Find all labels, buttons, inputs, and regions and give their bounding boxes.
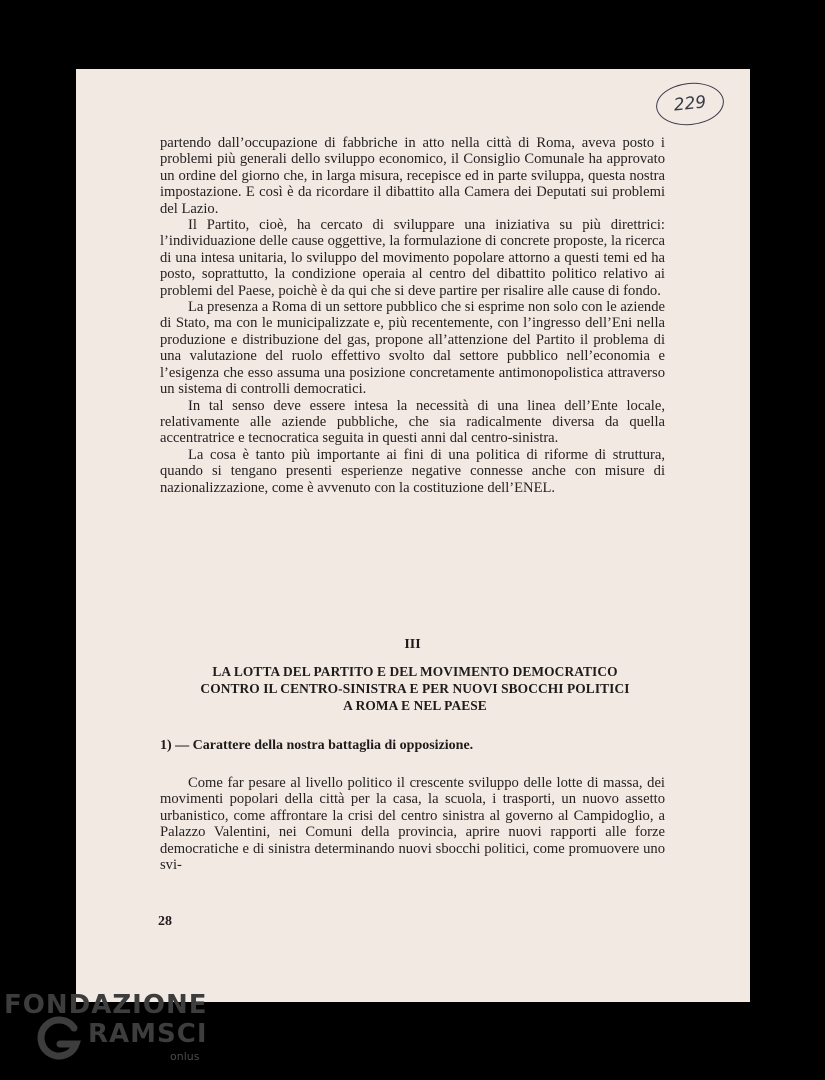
logo-suffix: onlus: [170, 1050, 200, 1063]
section-heading-line: CONTRO IL CENTRO-SINISTRA E PER NUOVI SBOCCHI POLITICI: [200, 681, 630, 696]
body-text-part2: [160, 775, 665, 873]
archive-number-stamp: 229: [654, 80, 726, 129]
fondazione-gramsci-logo: [4, 990, 214, 1070]
subsection-heading: 1) — Carattere della nostra battaglia di opposizione.: [160, 738, 474, 753]
page-number: 28: [158, 914, 172, 929]
document-page: [76, 69, 750, 1002]
section-heading-line: A ROMA E NEL PAESE: [343, 698, 487, 713]
section-heading-line: LA LOTTA DEL PARTITO E DEL MOVIMENTO DEMOCRATICO: [212, 664, 618, 679]
body-text-part1: [160, 135, 665, 496]
paragraph: La cosa è tanto più importante ai fini di una politica di riforme di struttura, quando si tengano presenti esperienze negative connesse anche con misure di nazionalizzazione, come è avvenuto con la costituzione dell’ENEL.: [160, 446, 665, 496]
paragraph: In tal senso deve essere intesa la necessità di una linea dell’Ente locale, relativamente alle aziende pubbliche, che sia radicalmente diversa da quella accentratrice e tecnocratica seguita in questi anni dal centro-sinistra.: [160, 397, 665, 447]
logo-line1: FONDAZIONE: [4, 990, 208, 1020]
section-number: III: [404, 637, 421, 652]
section-heading: [160, 663, 670, 714]
paragraph: La presenza a Roma di un settore pubblico che si esprime non solo con le aziende di Stato, ma con le municipalizzate e, più recentemente, con l’ingresso dell’Eni nella produzione e distribuzione del gas, propone all’attenzione del Partito il problema di una valutazione del ruolo effettivo svolto dal settore pubblico nell’economia e l’esigenza che esso assuma una posizione concretamente antimonopolistica attraverso un sistema di controlli democratici.: [160, 299, 665, 398]
paragraph: partendo dall’occupazione di fabbriche in atto nella città di Roma, aveva posto i problemi più generali dello sviluppo economico, il Consiglio Comunale ha approvato un ordine del giorno che, in larga misura, recepisce ed in parte sviluppa, questa nostra impostazione. E così è da ricordare il dibattito alla Camera dei Deputati sui problemi del Lazio.: [160, 135, 665, 217]
logo-line2: RAMSCI: [88, 1019, 208, 1049]
g-logo-icon: [34, 1014, 82, 1062]
paragraph: Come far pesare al livello politico il crescente sviluppo delle lotte di massa, dei movimenti popolari della città per la casa, la scuola, i trasporti, un nuovo assetto urbanistico, come affrontare la crisi del centro sinistra al governo al Campidoglio, a Palazzo Valentini, nei Comuni della provincia, aprire nuovi rapporti alle forze democratiche e di sinistra determinando nuovi sbocchi politici, come promuovere uno svi-: [160, 775, 665, 874]
paragraph: Il Partito, cioè, ha cercato di sviluppare una iniziativa su più direttrici: l’individuazione delle cause oggettive, la formulazione di concrete proposte, la ricerca di una intesa unitaria, lo sviluppo del movimento popolare attorno a questi temi ed ha posto, soprattutto, la condizione operaia al centro del dibattito politico relativo ai problemi del Paese, poichè è da qui che si deve partire per risalire alle cause di fondo.: [160, 217, 665, 299]
